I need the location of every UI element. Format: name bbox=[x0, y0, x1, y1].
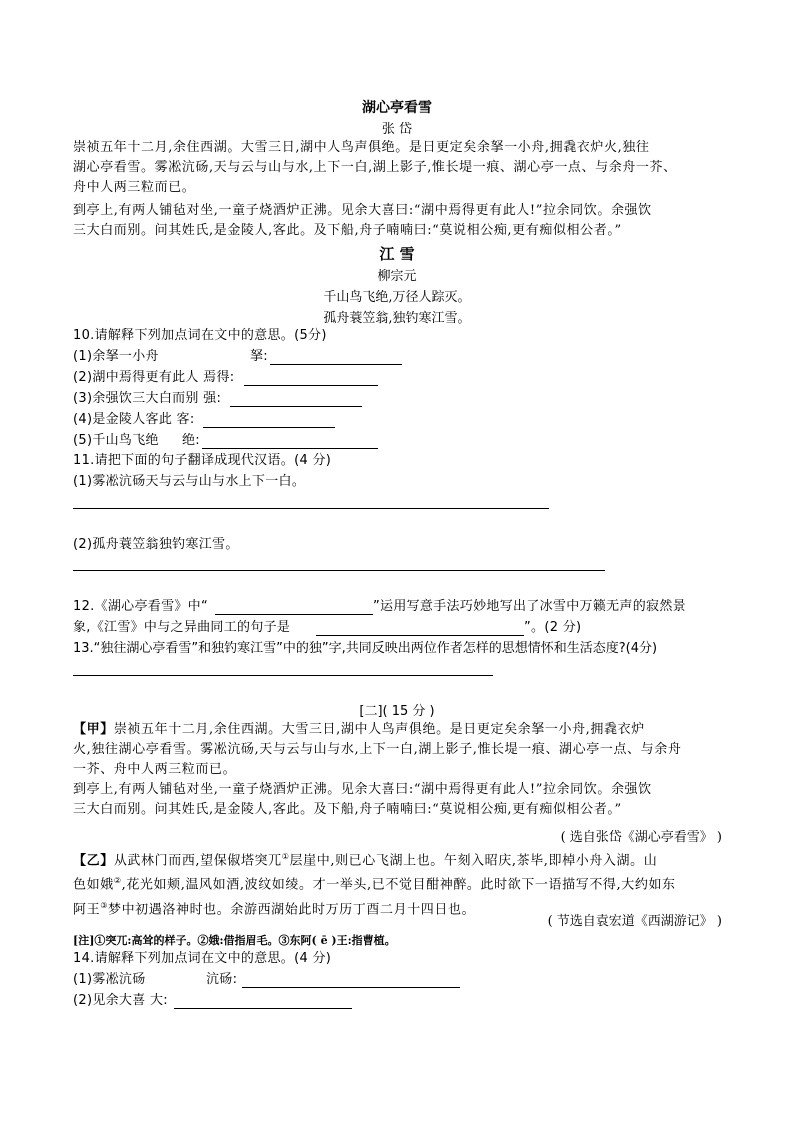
poem-author: 柳宗元 bbox=[377, 269, 417, 284]
footnote-marker: ② bbox=[113, 876, 122, 886]
text-fragment: 层崖中,则已心飞湖上也。午刻入昭庆,茶毕,即棹小舟入湖。山 bbox=[289, 853, 658, 869]
footnotes: [注]①突兀:高耸的样子。②娥:借指眉毛。③东阿( ē )王:指曹植。 bbox=[73, 934, 396, 947]
text-line: 到亭上,有两人铺毡对坐,一童子烧酒炉正沸。见余大喜曰:“湖中焉得更有此人!”拉余同饮。余强饮 bbox=[73, 782, 652, 797]
text-line: 崇祯五年十二月,余住西湖。大雪三日,湖中人鸟声俱绝。是日更定矣余拏一小舟,拥毳衣炉 bbox=[113, 722, 645, 737]
passage-yi-label: 【乙】 bbox=[73, 853, 114, 869]
q11-stem: 11.请把下面的句子翻译成现代汉语。(4 分) bbox=[73, 453, 332, 468]
q10-answer-line-4[interactable] bbox=[203, 427, 335, 428]
q10-answer-line-3[interactable] bbox=[230, 406, 362, 407]
text-line: 三大白而别。问其姓氏,是金陵人,客此。及下船,舟子喃喃曰:“莫说相公痴,更有痴似相公者。” bbox=[73, 223, 622, 238]
q14-item-1: (1)雾凇沆砀 bbox=[73, 972, 146, 987]
q11-answer-line-2[interactable] bbox=[73, 570, 605, 571]
text-line: 舟中人两三粒而已。 bbox=[73, 180, 196, 195]
q10-item-1-label: 拏: bbox=[250, 349, 268, 364]
reading-paragraph-1 bbox=[73, 138, 677, 198]
q10-item-1: (1)余拏一小舟 bbox=[73, 349, 159, 364]
q14-answer-line-2[interactable] bbox=[174, 1008, 352, 1009]
passage-jia-label: 【甲】 bbox=[73, 722, 114, 737]
text-line: 崇祯五年十二月,余住西湖。大雪三日,湖中人鸟声俱绝。是日更定矣余拏一小舟,拥毳衣炉火,独往 bbox=[73, 140, 650, 155]
q10-item-3: (3)余强饮三大白而别 强: bbox=[73, 391, 222, 406]
q12-answer-line-1[interactable] bbox=[215, 614, 373, 615]
q10-item-4: (4)是金陵人客此 客: bbox=[73, 412, 195, 427]
q14-answer-line-1[interactable] bbox=[242, 987, 460, 988]
text-fragment: 色如娥 bbox=[73, 877, 114, 893]
text-line: 一芥、舟中人两三粒而已。 bbox=[73, 762, 237, 777]
q10-answer-line-2[interactable] bbox=[244, 385, 378, 386]
q12-part-1: 12.《湖心亭看雪》中“ bbox=[73, 599, 209, 614]
q10-item-5: (5)千山鸟飞绝 bbox=[73, 433, 159, 448]
text-fragment: 梦中初遇洛神时也。余游西湖始此时万历丁酉二月十四日也。 bbox=[107, 901, 476, 917]
text-fragment: 从武林门而西,望保俶塔突兀 bbox=[113, 853, 282, 869]
section-2-heading: [二]( 15 分 ) bbox=[359, 704, 435, 719]
q10-answer-line-5[interactable] bbox=[202, 448, 378, 449]
q11-item-2: (2)孤舟蓑笠翁独钓寒江雪。 bbox=[73, 537, 239, 552]
poem-line-1: 千山鸟飞绝,万径人踪灭。 bbox=[323, 290, 471, 305]
q10-answer-line-1[interactable] bbox=[270, 364, 402, 365]
passage-yi-source: ( 节选自袁宏道《西湖游记》 ) bbox=[547, 914, 722, 929]
text-fragment: ,花光如颊,温风如酒,波纹如绫。才一举头,已不觉目酣神醉。此时欲下一语描写不得,大约如东 bbox=[121, 877, 676, 893]
q14-item-2: (2)见余大喜 大: bbox=[73, 993, 168, 1008]
q12-answer-line-2[interactable] bbox=[316, 635, 524, 636]
q14-stem: 14.请解释下列加点词在文中的意思。(4 分) bbox=[73, 951, 332, 966]
text-line: 三大白而别。问其姓氏,是金陵人,客此。及下船,舟子喃喃曰:“莫说相公痴,更有痴似相公者。” bbox=[73, 802, 622, 817]
q12-part-4: ”。(2 分) bbox=[524, 620, 582, 635]
q10-item-5-label: 绝: bbox=[182, 433, 200, 448]
text-line: 到亭上,有两人铺毡对坐,一童子烧酒炉正沸。见余大喜曰:“湖中焉得更有此人!”拉余同饮。余强饮 bbox=[73, 203, 652, 218]
poem-title: 江 雪 bbox=[379, 245, 415, 263]
footnote-marker: ③ bbox=[100, 900, 108, 910]
passage-jia bbox=[73, 720, 681, 820]
reading-title: 湖心亭看雪 bbox=[362, 100, 432, 116]
text-fragment: 阿王 bbox=[73, 901, 101, 917]
passage-jia-source: ( 选自张岱《湖心亭看雪》 ) bbox=[560, 830, 722, 845]
q14-item-1-label: 沆砀: bbox=[206, 972, 238, 987]
q12-part-2: ”运用写意手法巧妙地写出了冰雪中万籁无声的寂然景 bbox=[373, 599, 686, 614]
q10-stem: 10.请解释下列加点词在文中的意思。(5分) bbox=[73, 328, 327, 343]
reading-paragraph-2 bbox=[73, 201, 652, 241]
poem-line-2: 孤舟蓑笠翁,独钓寒江雪。 bbox=[323, 311, 471, 326]
q13-stem: 13.“独往湖心亭看雪”和独钓寒江雪”中的独”字,共同反映出两位作者怎样的思想情怀和生活态度?(4分) bbox=[73, 641, 658, 656]
q10-item-2: (2)湖中焉得更有此人 焉得: bbox=[73, 370, 235, 385]
text-line: 湖心亭看雪。雾凇沆砀,天与云与山与水,上下一白,湖上影子,惟长堤一痕、湖心亭一点、与余舟一芥、 bbox=[73, 160, 677, 175]
q11-answer-line-1[interactable] bbox=[73, 508, 549, 509]
footnote-marker: ① bbox=[281, 852, 290, 861]
q13-answer-line[interactable] bbox=[73, 675, 493, 676]
text-line: 火,独往湖心亭看雪。雾凇沆砀,天与云与山与水,上下一白,湖上影子,惟长堤一痕、湖心亭一点、与余舟 bbox=[73, 742, 682, 757]
reading-author: 张 岱 bbox=[381, 122, 413, 137]
q11-item-1: (1)雾凇沆砀天与云与山与水上下一白。 bbox=[73, 474, 306, 489]
q12-part-3: 象,《江雪》中与之异曲同工的句子是 bbox=[73, 620, 291, 635]
